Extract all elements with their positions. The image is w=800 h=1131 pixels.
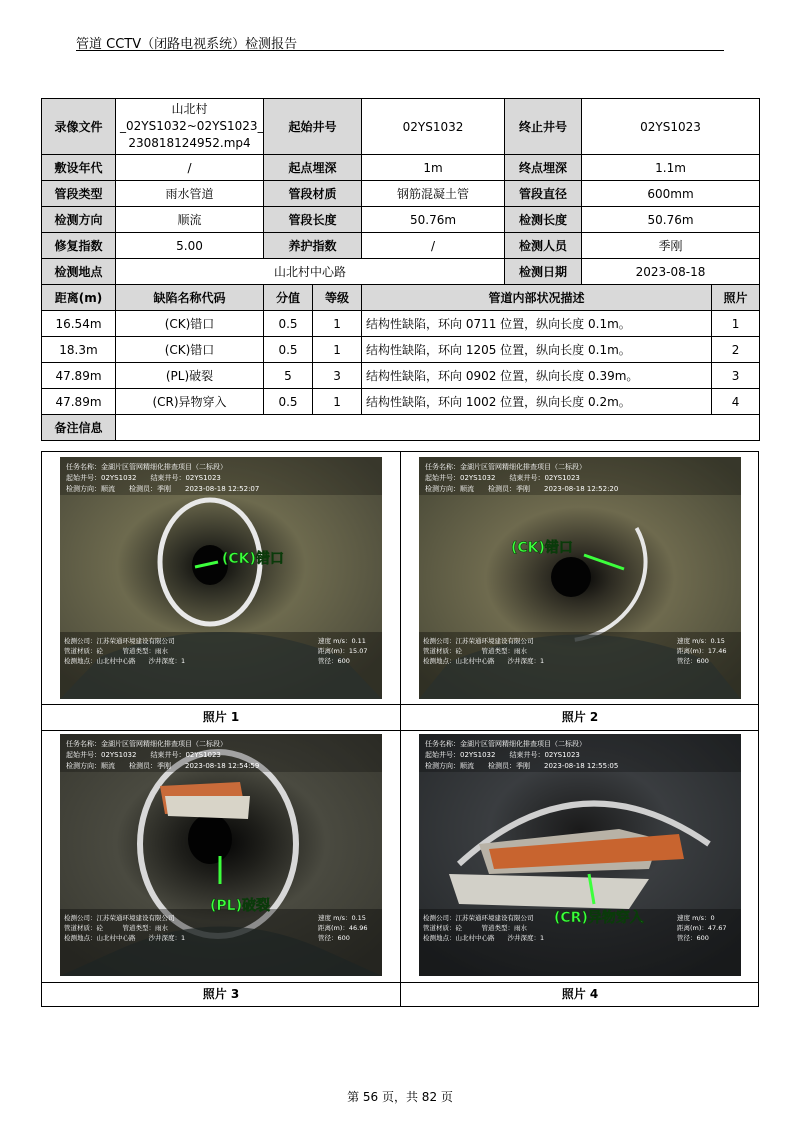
end-depth-label: 终点埋深 xyxy=(505,155,582,181)
overlay-top-text: 起始井号：02YS1032 结束井号：02YS1023 xyxy=(425,751,580,759)
defect-code-cell: (CK)错口 xyxy=(116,337,264,363)
table-row xyxy=(42,337,760,363)
video-file-label: 录像文件 xyxy=(42,99,116,155)
photo-2 xyxy=(419,457,741,699)
overlay-bottom-right-text: 管径：600 xyxy=(318,657,350,665)
grade-cell: 1 xyxy=(313,389,362,415)
end-depth-value: 1.1m xyxy=(582,155,760,181)
overlay-top-text: 检测方向：顺流 检测员：季刚 2023-08-18 12:52:20 xyxy=(425,485,619,493)
photo-1 xyxy=(60,457,382,699)
material-label: 管段材质 xyxy=(264,181,362,207)
overlay-top-text: 检测方向：顺流 检测员：季刚 2023-08-18 12:52:07 xyxy=(66,485,260,493)
overlay-top-text: 检测方向：顺流 检测员：季刚 2023-08-18 12:55:05 xyxy=(425,762,619,770)
start-well-value: 02YS1032 xyxy=(362,99,505,155)
inspection-table xyxy=(41,98,760,441)
start-well-label: 起始井号 xyxy=(264,99,362,155)
segment-type-value: 雨水管道 xyxy=(116,181,264,207)
maintenance-index-label: 养护指数 xyxy=(264,233,362,259)
inspected-length-value: 50.76m xyxy=(582,207,760,233)
laying-year-label: 敷设年代 xyxy=(42,155,116,181)
header-divider xyxy=(76,50,724,51)
photo-number-cell: 1 xyxy=(712,311,760,337)
col-score: 分值 xyxy=(264,285,313,311)
end-well-value: 02YS1023 xyxy=(582,99,760,155)
photo-caption: 照片 4 xyxy=(561,987,599,1001)
photo-4 xyxy=(419,734,741,976)
overlay-bottom-right-text: 速度 m/s：0 xyxy=(677,914,715,922)
overlay-bottom-right-text: 速度 m/s：0.15 xyxy=(677,637,725,645)
col-photo: 照片 xyxy=(712,285,760,311)
overlay-top-text: 检测方向：顺流 检测员：季刚 2023-08-18 12:54:59 xyxy=(66,762,260,770)
start-depth-label: 起点埋深 xyxy=(264,155,362,181)
photo-caption: 照片 2 xyxy=(561,710,599,724)
inspector-label: 检测人员 xyxy=(505,233,582,259)
direction-label: 检测方向 xyxy=(42,207,116,233)
maintenance-index-value: / xyxy=(362,233,505,259)
overlay-bottom-right-text: 距离(m)：47.67 xyxy=(677,924,727,932)
col-distance: 距离(m) xyxy=(42,285,116,311)
segment-type-label: 管段类型 xyxy=(42,181,116,207)
description-cell: 结构性缺陷，环向 0711 位置，纵向长度 0.1m。 xyxy=(362,311,712,337)
grade-cell: 1 xyxy=(313,311,362,337)
overlay-bottom-left-text: 检测地点：山北村中心路 沙井深度：1 xyxy=(423,657,545,665)
photo-number-cell: 3 xyxy=(712,363,760,389)
overlay-bottom-left-text: 管道材质：砼 管道类型：雨水 xyxy=(423,647,527,655)
defect-code-cell: (CK)错口 xyxy=(116,311,264,337)
date-label: 检测日期 xyxy=(505,259,582,285)
location-value: 山北村中心路 xyxy=(116,259,505,285)
overlay-top-text: 起始井号：02YS1032 结束井号：02YS1023 xyxy=(66,751,221,759)
defect-overlay-label: (CR)异物穿入 xyxy=(554,910,644,926)
overlay-bottom-right-text: 管径：600 xyxy=(677,657,709,665)
overlay-top-text: 任务名称：金湖片区管网精细化排查项目（二标段） xyxy=(66,740,227,748)
repair-index-value: 5.00 xyxy=(116,233,264,259)
overlay-bottom-left-text: 检测公司：江苏荣通环境建设有限公司 xyxy=(423,914,534,922)
grade-cell: 3 xyxy=(313,363,362,389)
length-label: 管段长度 xyxy=(264,207,362,233)
photo-3 xyxy=(60,734,382,976)
overlay-bottom-left-text: 检测地点：山北村中心路 沙井深度：1 xyxy=(64,934,186,942)
location-label: 检测地点 xyxy=(42,259,116,285)
overlay-top-text: 任务名称：金湖片区管网精细化排查项目（二标段） xyxy=(66,463,227,471)
score-cell: 0.5 xyxy=(264,311,313,337)
material-value: 钢筋混凝土管 xyxy=(362,181,505,207)
diameter-value: 600mm xyxy=(582,181,760,207)
photo-grid-divider xyxy=(42,730,758,731)
photo-number-cell: 2 xyxy=(712,337,760,363)
diameter-label: 管段直径 xyxy=(505,181,582,207)
remarks-label: 备注信息 xyxy=(42,415,116,441)
page-number: 第 56 页，共 82 页 xyxy=(347,1090,453,1104)
description-cell: 结构性缺陷，环向 1205 位置，纵向长度 0.1m。 xyxy=(362,337,712,363)
score-cell: 0.5 xyxy=(264,389,313,415)
overlay-bottom-right-text: 速度 m/s：0.11 xyxy=(318,637,366,645)
overlay-bottom-right-text: 管径：600 xyxy=(318,934,350,942)
report-header-title: 管道 CCTV（闭路电视系统）检测报告 xyxy=(76,37,298,52)
overlay-bottom-left-text: 检测公司：江苏荣通环境建设有限公司 xyxy=(64,914,175,922)
distance-cell: 16.54m xyxy=(42,311,116,337)
photo-grid xyxy=(41,451,759,1007)
length-value: 50.76m xyxy=(362,207,505,233)
inspector-value: 季刚 xyxy=(582,233,760,259)
col-description: 管道内部状况描述 xyxy=(362,285,712,311)
inspected-length-label: 检测长度 xyxy=(505,207,582,233)
col-grade: 等级 xyxy=(313,285,362,311)
col-defect-code: 缺陷名称代码 xyxy=(116,285,264,311)
laying-year-value: / xyxy=(116,155,264,181)
overlay-top-text: 任务名称：金湖片区管网精细化排查项目（二标段） xyxy=(425,740,586,748)
overlay-bottom-right-text: 距离(m)：46.96 xyxy=(318,924,368,932)
description-cell: 结构性缺陷，环向 1002 位置，纵向长度 0.2m。 xyxy=(362,389,712,415)
repair-index-label: 修复指数 xyxy=(42,233,116,259)
overlay-bottom-right-text: 距离(m)：15.07 xyxy=(318,647,368,655)
defects-header-row xyxy=(42,285,760,311)
distance-cell: 18.3m xyxy=(42,337,116,363)
score-cell: 5 xyxy=(264,363,313,389)
direction-value: 顺流 xyxy=(116,207,264,233)
photo-caption: 照片 3 xyxy=(202,987,240,1001)
video-file-value: 山北村 _02YS1032~02YS1023_ 230818124952.mp4 xyxy=(116,99,264,155)
start-depth-value: 1m xyxy=(362,155,505,181)
overlay-top-text: 起始井号：02YS1032 结束井号：02YS1023 xyxy=(66,474,221,482)
overlay-bottom-left-text: 管道材质：砼 管道类型：雨水 xyxy=(423,924,527,932)
overlay-top-text: 任务名称：金湖片区管网精细化排查项目（二标段） xyxy=(425,463,586,471)
table-row xyxy=(42,363,760,389)
overlay-bottom-left-text: 管道材质：砼 管道类型：雨水 xyxy=(64,924,168,932)
distance-cell: 47.89m xyxy=(42,389,116,415)
defect-overlay-label: (CK)错口 xyxy=(511,540,573,556)
overlay-bottom-left-text: 检测公司：江苏荣通环境建设有限公司 xyxy=(423,637,534,645)
defect-code-cell: (CR)异物穿入 xyxy=(116,389,264,415)
end-well-label: 终止井号 xyxy=(505,99,582,155)
score-cell: 0.5 xyxy=(264,337,313,363)
defect-overlay-label: (PL)破裂 xyxy=(210,898,270,914)
defect-code-cell: (PL)破裂 xyxy=(116,363,264,389)
table-row xyxy=(42,389,760,415)
defect-overlay-label: (CK)错口 xyxy=(222,551,284,567)
overlay-top-text: 起始井号：02YS1032 结束井号：02YS1023 xyxy=(425,474,580,482)
overlay-bottom-right-text: 速度 m/s：0.15 xyxy=(318,914,366,922)
overlay-bottom-right-text: 距离(m)：17.46 xyxy=(677,647,727,655)
grade-cell: 1 xyxy=(313,337,362,363)
overlay-bottom-left-text: 检测地点：山北村中心路 沙井深度：1 xyxy=(423,934,545,942)
remarks-value xyxy=(116,415,760,441)
description-cell: 结构性缺陷，环向 0902 位置，纵向长度 0.39m。 xyxy=(362,363,712,389)
photo-caption: 照片 1 xyxy=(202,710,240,724)
overlay-bottom-left-text: 管道材质：砼 管道类型：雨水 xyxy=(64,647,168,655)
photo-number-cell: 4 xyxy=(712,389,760,415)
overlay-bottom-left-text: 检测地点：山北村中心路 沙井深度：1 xyxy=(64,657,186,665)
table-row xyxy=(42,311,760,337)
overlay-bottom-right-text: 管径：600 xyxy=(677,934,709,942)
distance-cell: 47.89m xyxy=(42,363,116,389)
overlay-bottom-left-text: 检测公司：江苏荣通环境建设有限公司 xyxy=(64,637,175,645)
date-value: 2023-08-18 xyxy=(582,259,760,285)
